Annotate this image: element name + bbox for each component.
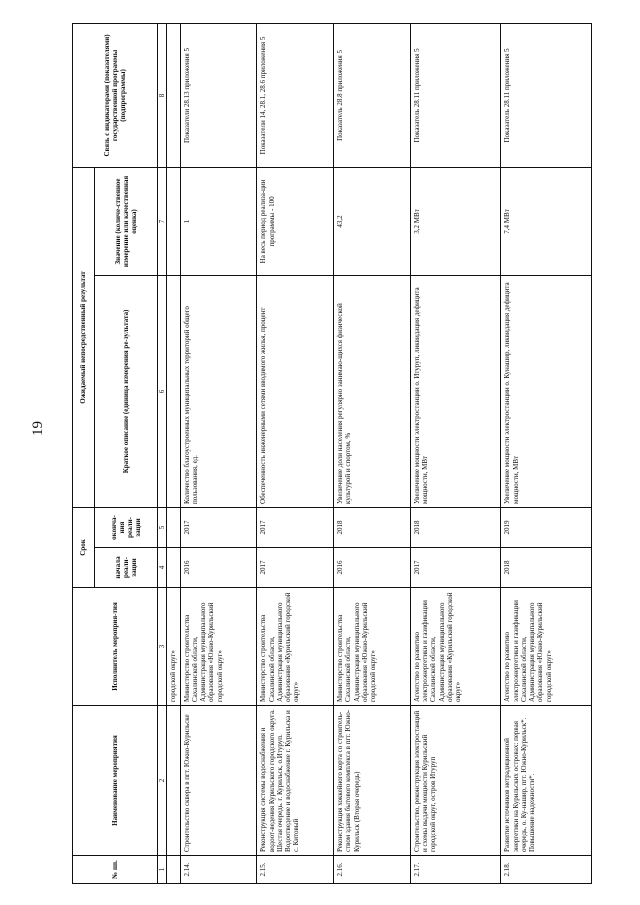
- activities-table: [72, 23, 592, 884]
- column-number: 1: [158, 856, 167, 884]
- col-header-start: начала реали-зации: [95, 548, 158, 588]
- cell-value: На весь период реализа-ции программы - 100: [257, 167, 334, 275]
- col-header-end: оконча-ния реали-зации: [95, 507, 158, 547]
- table-row: [180, 23, 257, 883]
- cell-value: 1: [180, 167, 257, 275]
- cell-value: 3,2 МВт: [410, 167, 500, 275]
- header-row: [73, 23, 95, 883]
- column-number: 8: [158, 23, 167, 167]
- cell-name: Строительство, реконструкция электростанций и схемы выдачи мощности Курильский городской округ, остров Итуруп: [410, 706, 500, 856]
- cell-num: 2.14.: [180, 856, 257, 884]
- cell-start: 2016: [180, 548, 257, 588]
- cell-num: 2.15.: [257, 856, 334, 884]
- column-number: 2: [158, 706, 167, 856]
- col-header-num: № пп.: [73, 856, 158, 884]
- col-header-result: Ожидаемый непосредственный результат: [73, 167, 95, 507]
- cell-value: 7,4 МВт: [501, 167, 592, 275]
- cell-end: 2018: [334, 507, 411, 547]
- table-row: [410, 23, 500, 883]
- cell-start: 2016: [334, 548, 411, 588]
- cell-desc: Увеличение мощности электростанции о. Кунашир, ликвидация дефицита мощности, МВт: [501, 275, 592, 507]
- cell-executor: Министерство строительства Сахалинской области, Администрация муниципального образования «Южно-Курильский городской округ»: [334, 588, 411, 706]
- col-header-executor: Исполнитель мероприя-тия: [73, 588, 158, 706]
- column-number: 5: [158, 507, 167, 547]
- cell-executor: городской округ»: [167, 588, 180, 706]
- cell-start: 2017: [257, 548, 334, 588]
- cell-start: 2017: [410, 548, 500, 588]
- cell-desc: Увеличение доли населения регулярно занимаю-щихся физической культурой и спортом, %: [334, 275, 411, 507]
- cell-executor: Агентство по развитию электроэнергетики и газификации Сахалинской области, Администрация муниципального образования «Южно-Курильский городской округ»: [501, 588, 592, 706]
- rotated-table-container: [72, 24, 592, 884]
- col-header-desc: Краткое описание (единица измерения ре-зультата): [95, 275, 158, 507]
- col-header-value: Значение (количе-ственное измерение или качественная оценка): [95, 167, 158, 275]
- cell-desc: Количество благоустроенных муниципальных территорий общего пользования, ед.: [180, 275, 257, 507]
- cell-link: Показатели 14, 28.1, 28.6 приложения 5: [257, 23, 334, 167]
- column-number: 4: [158, 548, 167, 588]
- cell-executor: Министерство строительства Сахалинской области, Администрация муниципального образования «Южно-Курильский городской округ»: [180, 588, 257, 706]
- table-row: [334, 23, 411, 883]
- cell-end: 2017: [180, 507, 257, 547]
- col-header-link: Связь с индикаторами (показателями) государственной программы (подпрограммы): [73, 23, 158, 167]
- table-row: [501, 23, 592, 883]
- cell-name: Развитие источников нетрадиционной энергетики на Курильских островах: первая очередь, о. Ку-нашир, пгт. Южно-Курильск*. Повышение надежности*.: [501, 706, 592, 856]
- column-number: 7: [158, 167, 167, 275]
- cell-end: 2019: [501, 507, 592, 547]
- continuation-row: [167, 23, 180, 883]
- cell-start: 2018: [501, 548, 592, 588]
- cell-num: 2.16.: [334, 856, 411, 884]
- page-number: 19: [30, 421, 46, 436]
- cell-num: 2.18.: [501, 856, 592, 884]
- cell-end: 2018: [410, 507, 500, 547]
- column-number: 3: [158, 588, 167, 706]
- col-header-name: Наименование мероприятия: [73, 706, 158, 856]
- cell-executor: Агентство по развитию электроэнергетики и газификации Сахалинской области, Администрация муниципального образования «Курильский городской округ»: [410, 588, 500, 706]
- table-row: [257, 23, 334, 883]
- cell-desc: Увеличение мощности электростанции о. Итуруп, ликвидация дефицита мощности, МВт: [410, 275, 500, 507]
- cell-link: Показатель 28.11 приложения 5: [410, 23, 500, 167]
- cell-name: Реконструкция системы водоснабжения и водоот-ведения Курильского городского округа. Шестая очередь. г. Курильск, о.Итуруп. Водоотведение и водоснабжение г. Курильска и с. Китовый: [257, 706, 334, 856]
- cell-desc: Обеспеченность инженерными сетями вводимого жилья, процент: [257, 275, 334, 507]
- cell-value: 43,2: [334, 167, 411, 275]
- column-number-row: [158, 23, 167, 883]
- column-number: 6: [158, 275, 167, 507]
- cell-name: Реконструкция хоккейного корта со строитель-ством здания бытового комплекса в пгт. Южно-Курильск (Вторая очередь): [334, 706, 411, 856]
- cell-name: Строительство сквера в пгт. Южно-Курильске: [180, 706, 257, 856]
- col-header-term: Срок: [73, 507, 95, 587]
- cell-end: 2017: [257, 507, 334, 547]
- cell-link: Показатель 28.8 приложения 5: [334, 23, 411, 167]
- cell-link: Показатели 28.13 приложения 5: [180, 23, 257, 167]
- cell-num: 2.17.: [410, 856, 500, 884]
- cell-link: Показатель 28.11 приложения 5: [501, 23, 592, 167]
- cell-executor: Министерство строительства Сахалинской области, Администрация муниципального образования «Курильский городской округ»: [257, 588, 334, 706]
